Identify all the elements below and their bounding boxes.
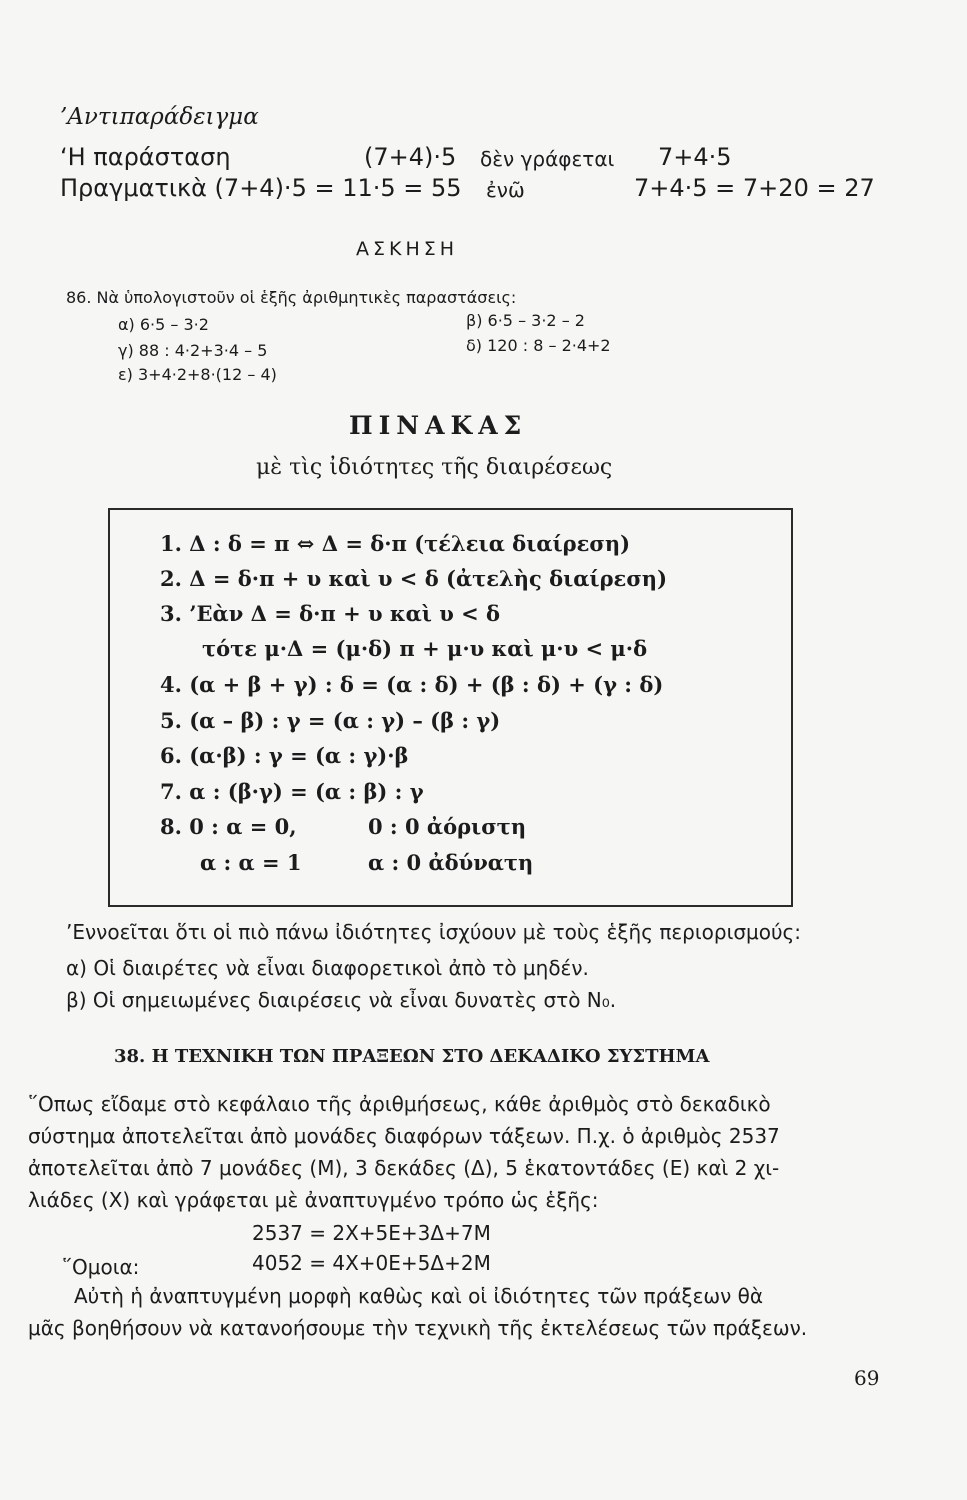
counterexample-line2-label: Πραγματικὰ (7+4)·5 = 11·5 = 55 (60, 174, 462, 202)
restriction-b: β) Οἱ σημειωμένες διαιρέσεις νὰ εἶναι δυνατὲς στὸ N₀. (66, 988, 617, 1012)
table-subtitle: μὲ τὶς ἰδιότητες τῆς διαιρέσεως (256, 455, 613, 480)
section-paragraph-line-2: σύστημα ἀποτελεῖται ἀπὸ μονάδες διαφόρων τάξεων. Π.χ. ὁ ἀριθμὸς 2537 (28, 1124, 780, 1148)
section-paragraph-line-3: ἀποτελεῖται ἀπὸ 7 μονάδες (Μ), 3 δεκάδες (Δ), 5 ἑκατοντάδες (Ε) καὶ 2 χι- (28, 1156, 780, 1180)
section-heading: 38. Η ΤΕΧΝΙΚΗ ΤΩΝ ΠΡΑΞΕΩΝ ΣΤΟ ΔΕΚΑΔΙΚΟ ΣΥΣΤΗΜΑ (114, 1046, 710, 1067)
property-row-3: 3. ’Εὰν Δ = δ·π + υ καὶ υ < δ (160, 601, 501, 626)
exercise-intro: 86. Νὰ ὑπολογιστοῦν οἱ ἑξῆς ἀριθμητικὲς παραστάσεις: (66, 288, 517, 307)
table-title: ΠΙΝΑΚΑΣ (349, 411, 528, 440)
counterexample-line2-connector: ἐνῶ (486, 178, 525, 202)
counterexample-line1-result: 7+4·5 (658, 143, 732, 171)
property-row-3-continuation: τότε μ·Δ = (μ·δ) π + μ·υ καὶ μ·υ < μ·δ (202, 636, 648, 661)
page-number: 69 (854, 1366, 880, 1390)
property-row-4: 4. (α + β + γ) : δ = (α : δ) + (β : δ) + (γ : δ) (160, 672, 664, 697)
counterexample-line1-label: ‘Η παράσταση (60, 143, 231, 171)
equation-2537: 2537 = 2Χ+5Ε+3Δ+7Μ (252, 1221, 491, 1245)
exercise-item-b: β) 6·5 – 3·2 – 2 (466, 311, 585, 330)
property-row-6: 6. (α·β) : γ = (α : γ)·β (160, 743, 409, 768)
property-row-1: 1. Δ : δ = π ⇔ Δ = δ·π (τέλεια διαίρεση) (160, 531, 631, 556)
property-row-8-identity: α : α = 1 (200, 850, 302, 875)
exercise-heading: ΑΣΚΗΣΗ (356, 238, 459, 260)
exercise-item-a: α) 6·5 – 3·2 (118, 315, 209, 334)
property-row-8-impossible: α : 0 ἀδύνατη (368, 850, 534, 875)
restriction-a: α) Οἱ διαιρέτες νὰ εἶναι διαφορετικοὶ ἀπὸ τὸ μηδέν. (66, 956, 589, 980)
equation-4052: 4052 = 4Χ+0Ε+5Δ+2Μ (252, 1251, 491, 1275)
property-row-7: 7. α : (β·γ) = (α : β) : γ (160, 779, 424, 804)
property-row-8-indeterminate: 0 : 0 ἀόριστη (368, 814, 527, 839)
exercise-item-e: ε) 3+4·2+8·(12 – 4) (118, 365, 277, 384)
property-row-8: 8. 0 : α = 0, (160, 814, 297, 839)
exercise-item-c: γ) 88 : 4·2+3·4 – 5 (118, 341, 268, 360)
counterexample-line2-result: 7+4·5 = 7+20 = 27 (634, 174, 875, 202)
closing-paragraph-line-2: μᾶς βοηθήσουν νὰ κατανοήσουμε τὴν τεχνικὴ τῆς ἐκτελέσεως τῶν πράξεων. (28, 1316, 808, 1340)
section-paragraph-line-4: λιάδες (Χ) καὶ γράφεται μὲ ἀναπτυγμένο τρόπο ὡς ἑξῆς: (28, 1188, 599, 1212)
similarly-label: ῞Ομοια: (62, 1255, 140, 1279)
exercise-item-d: δ) 120 : 8 – 2·4+2 (466, 336, 611, 355)
counterexample-line1-connector: δὲν γράφεται (480, 147, 615, 171)
section-paragraph-line-1: ῞Οπως εἴδαμε στὸ κεφάλαιο τῆς ἀριθμήσεως, κάθε ἀριθμὸς στὸ δεκαδικὸ (28, 1092, 771, 1116)
closing-paragraph-line-1: Αὐτὴ ἡ ἀναπτυγμένη μορφὴ καθὼς καὶ οἱ ἰδιότητες τῶν πράξεων θὰ (74, 1284, 764, 1308)
restrictions-intro: ’Εννοεῖται ὅτι οἱ πιὸ πάνω ἰδιότητες ἰσχύουν μὲ τοὺς ἑξῆς περιορισμούς: (66, 920, 802, 944)
property-row-5: 5. (α – β) : γ = (α : γ) – (β : γ) (160, 708, 501, 733)
counterexample-heading: ’Αντιπαράδειγμα (60, 104, 259, 130)
counterexample-line1-expression: (7+4)·5 (364, 143, 457, 171)
property-row-2: 2. Δ = δ·π + υ καὶ υ < δ (ἀτελὴς διαίρεση) (160, 566, 668, 591)
